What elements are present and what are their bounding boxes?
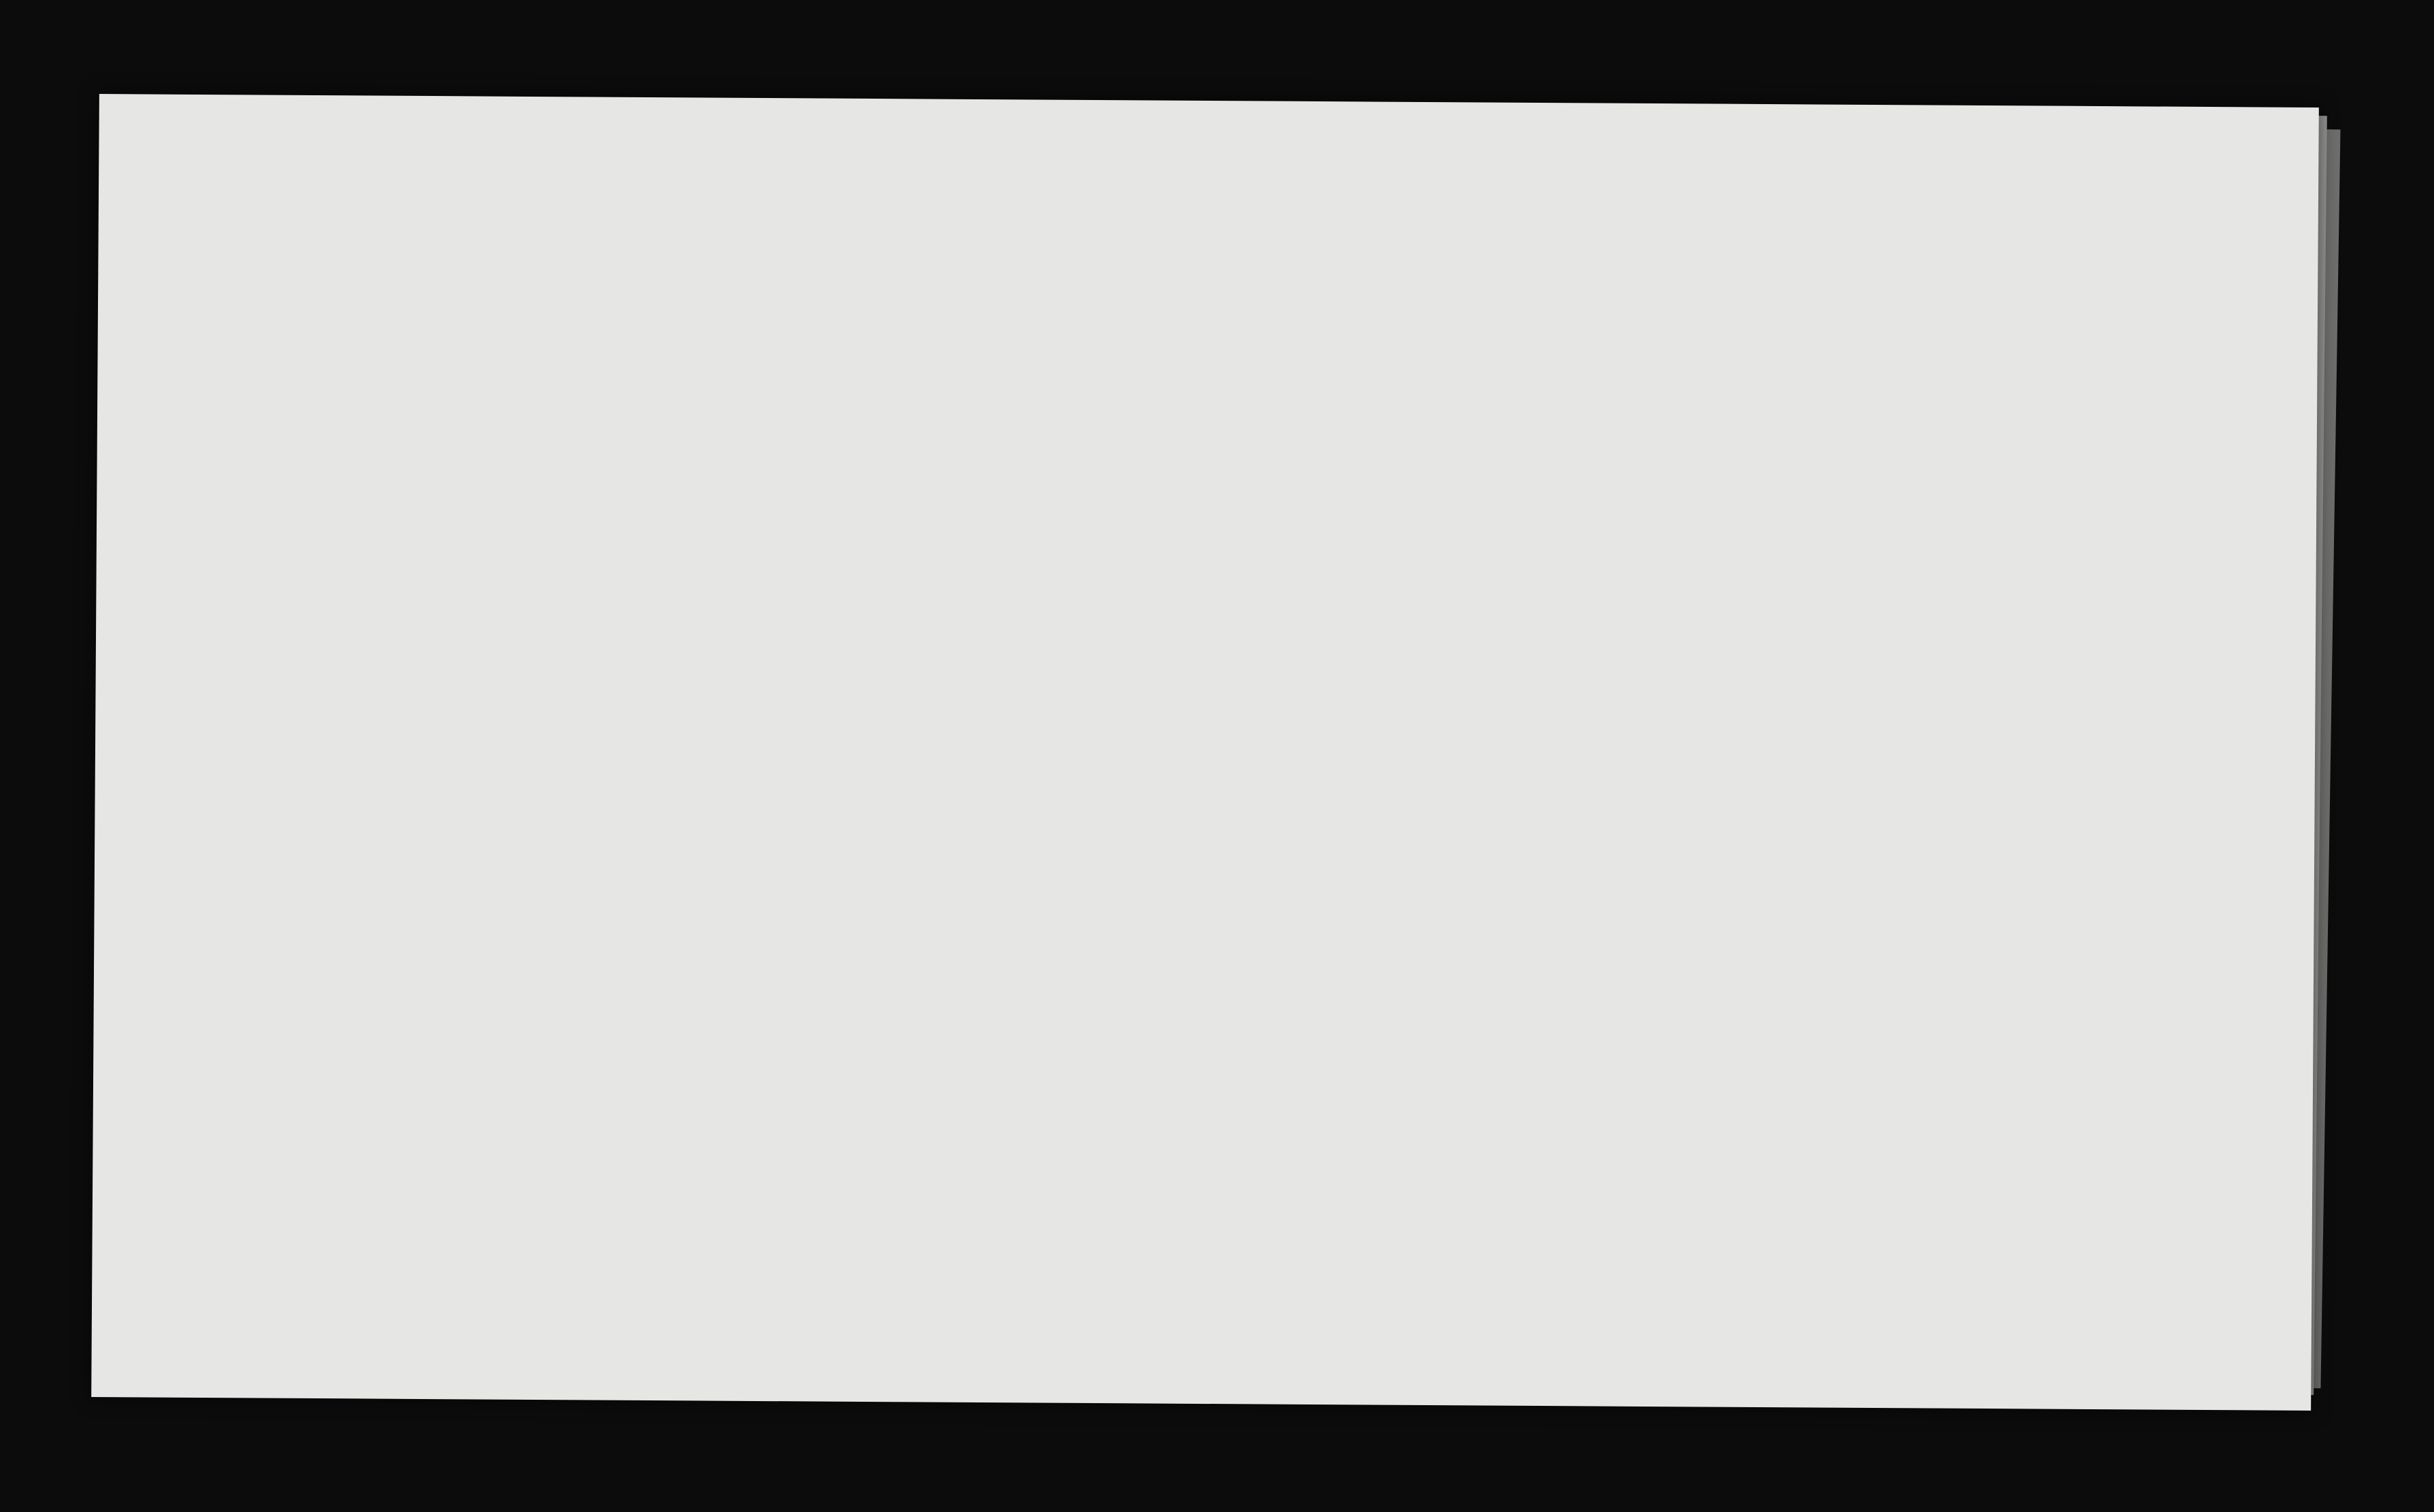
census-card — [91, 94, 2319, 1411]
